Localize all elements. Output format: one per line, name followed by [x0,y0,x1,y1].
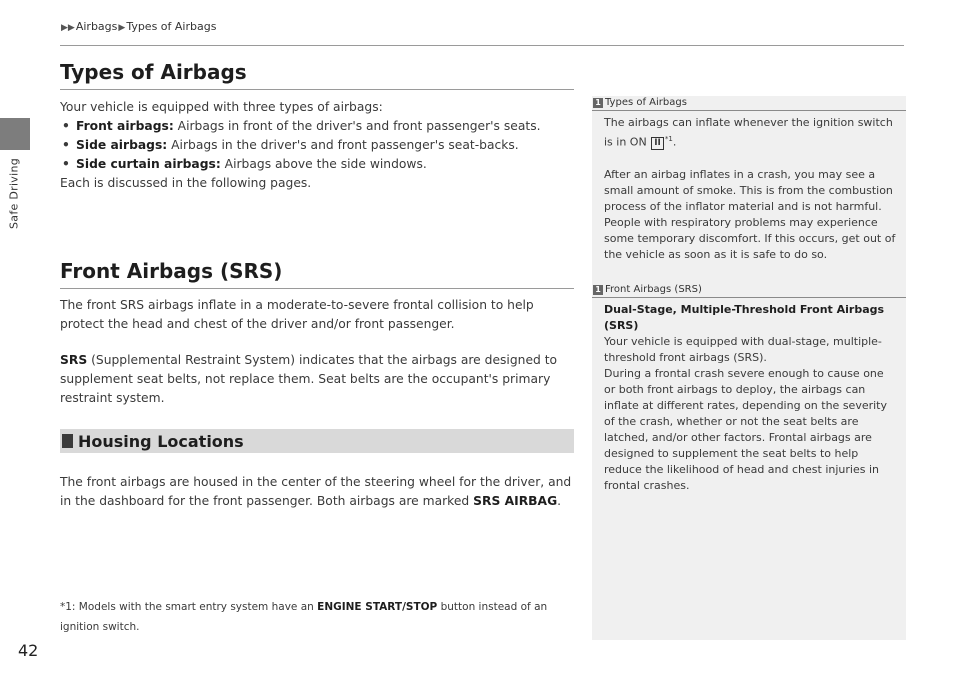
section-tab [0,118,30,150]
ignition-position-icon: II [651,137,664,150]
note-header [592,97,906,108]
srs-term: SRS [60,353,88,367]
footnote: *1: Models with the smart entry system have an ENGINE START/STOP button instead of an ignition switch. [60,601,548,633]
breadcrumb [60,20,216,33]
list-item-text: Airbags in front of the driver's and front passenger's seats. [173,119,541,133]
breadcrumb-arrow-icon: ▶▶ [61,23,75,33]
section-tab-label: Safe Driving [7,157,21,229]
list-item-label: Front airbags: [76,119,174,133]
note-heading: Dual-Stage, Multiple-Threshold Front Airbags (SRS) [604,303,885,332]
outro-text: Each is discussed in the following pages. [60,176,312,190]
header-divider [60,45,904,46]
section-divider [60,288,574,289]
note-marker-icon: 1 [593,285,603,295]
section-paragraph-2: SRS (Supplemental Restraint System) indicates that the airbags are designed to supplement seat belts, not replace them. Seat belts are the occupant's primary restraint system. [60,353,558,405]
note-paragraph: During a frontal crash severe enough to cause one or both front airbags to deploy, the airbags can inflate at different rates, depending on the severity of the crash, whether or not the seat belts are latched, and/or other factors. Frontal airbags are designed to supplement the seat belts to help reduce the likelihood of head and chest injuries in frontal crashes. [604,367,887,492]
page-title: Types of Airbags [60,60,247,84]
note-front-airbags [592,284,906,494]
list-item-label: Side curtain airbags: [76,157,221,171]
note-title: Types of Airbags [605,97,687,108]
housing-body [60,473,574,511]
list-item [60,155,574,174]
list-item-text: Airbags in the driver's and front passenger's seat-backs. [167,138,519,152]
note-paragraph: After an airbag inflates in a crash, you may see a small amount of smoke. This is from the combustion process of the inflator material and is not harmful. People with respiratory problems may experience some temporary discomfort. If this occurs, get out of the vehicle as soon as it is safe to do so. [604,167,896,261]
housing-locations-title: Housing Locations [78,431,244,451]
section-paragraph-1: The front SRS airbags inflate in a moderate-to-severe frontal collision to help protect the head and chest of the driver and/or front passenger. [60,298,534,331]
section-body [60,296,574,408]
housing-paragraph: The front airbags are housed in the center of the steering wheel for the driver, and in the dashboard for the front passenger. Both airbags are marked SRS AIRBAG. [60,475,572,508]
note-body [592,298,906,494]
main-content [60,60,574,637]
breadcrumb-item-types-of-airbags[interactable]: Types of Airbags [126,20,217,33]
note-title: Front Airbags (SRS) [605,284,702,295]
section-title: Front Airbags (SRS) [60,259,283,283]
breadcrumb-item-airbags[interactable]: Airbags [75,20,118,33]
list-item-text: Airbags above the side windows. [220,157,427,171]
list-item-label: Side airbags: [76,138,168,152]
airbag-types-list [60,117,574,174]
note-body [592,111,906,263]
title-divider [60,89,574,90]
square-bullet-icon [62,434,73,448]
intro-text: Your vehicle is equipped with three types of airbags: [60,100,383,114]
note-marker-icon: 1 [593,98,603,108]
engine-start-stop-term: ENGINE START/STOP [317,601,438,613]
note-paragraph: The airbags can inflate whenever the ignition switch is in ON II $^{*1}$. [604,116,893,149]
note-paragraph: Your vehicle is equipped with dual-stage, multiple-threshold front airbags (SRS). [604,335,882,364]
note-header [592,284,906,295]
intro-block [60,98,574,193]
page-number: 42 [18,641,39,660]
list-item [60,136,574,155]
breadcrumb-arrow-icon: ▶ [118,23,126,33]
note-types-of-airbags [592,97,906,263]
list-item [60,117,574,136]
housing-locations-header [60,429,574,453]
srs-airbag-term: SRS AIRBAG [473,494,558,508]
